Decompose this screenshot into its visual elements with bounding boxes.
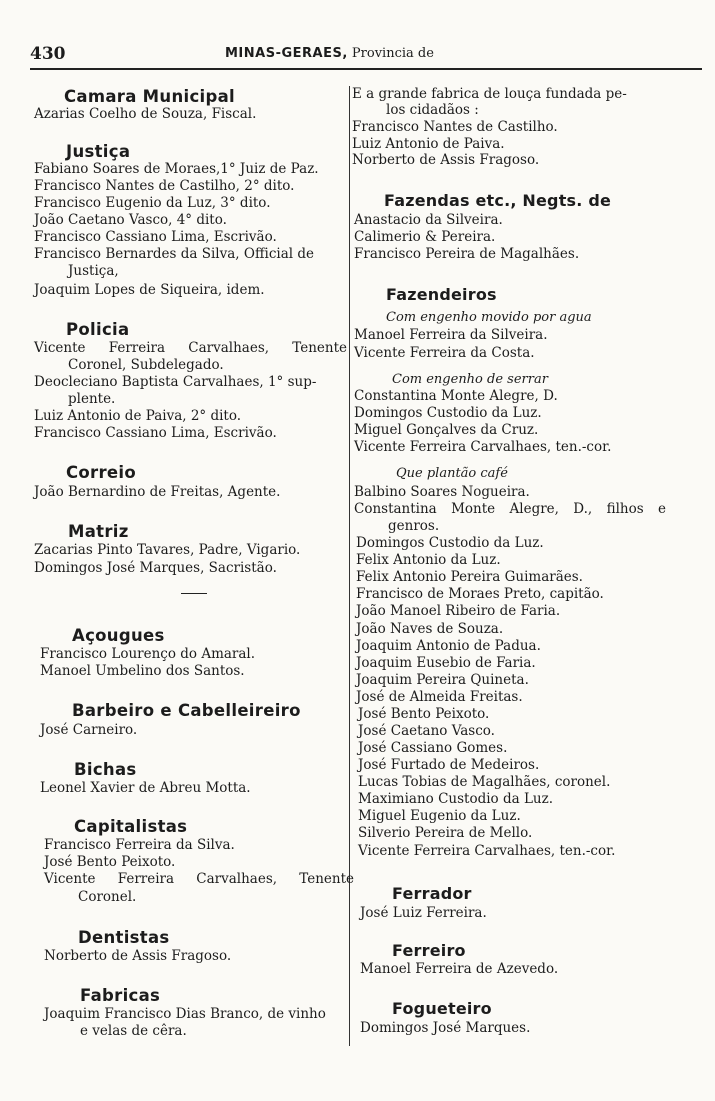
- entry-line: Balbino Soares Nogueira.: [354, 484, 530, 500]
- section-heading: Barbeiro e Cabelleireiro: [72, 701, 301, 720]
- entry-line: José Luiz Ferreira.: [360, 905, 487, 921]
- section-heading: Ferrador: [392, 884, 472, 903]
- entry-line: Joaquim Antonio de Padua.: [356, 638, 541, 654]
- entry-line: José Furtado de Medeiros.: [358, 757, 540, 773]
- section-heading: Bichas: [74, 760, 137, 779]
- entry-line: plente.: [68, 391, 116, 407]
- entry-line: Joaquim Francisco Dias Branco, de vinho: [44, 1006, 326, 1022]
- entry-line: Joaquim Pereira Quineta.: [356, 672, 529, 688]
- entry-line: Justiça,: [68, 263, 119, 279]
- entry-line: José Caetano Vasco.: [358, 723, 495, 739]
- entry-line: Vicente Ferreira da Costa.: [354, 345, 535, 361]
- section-heading: Matriz: [68, 522, 129, 541]
- running-header-subtitle: Provincia de: [351, 46, 434, 61]
- entry-line: Francisco Lourenço do Amaral.: [40, 646, 256, 662]
- entry-line: Francisco Eugenio da Luz, 3° dito.: [34, 195, 271, 211]
- entry-line: Francisco Nantes de Castilho, 2° dito.: [34, 178, 295, 194]
- section-heading: Capitalistas: [74, 817, 188, 836]
- entry-line: Francisco Nantes de Castilho.: [352, 119, 558, 135]
- entry-line: Deocleciano Baptista Carvalhaes, 1° sup-: [34, 374, 317, 390]
- entry-line: Francisco Ferreira da Silva.: [44, 837, 235, 853]
- entry-line: João Manoel Ribeiro de Faria.: [356, 603, 561, 619]
- entry-line: João Naves de Souza.: [356, 621, 504, 637]
- entry-line: Silverio Pereira de Mello.: [358, 825, 533, 841]
- entry-line: Zacarias Pinto Tavares, Padre, Vigario.: [34, 542, 301, 558]
- entry-line: Domingos Custodio da Luz.: [354, 405, 542, 421]
- entry-line: Felix Antonio da Luz.: [356, 552, 501, 568]
- entry-line: Fabiano Soares de Moraes,1° Juiz de Paz.: [34, 161, 319, 177]
- entry-line: Maximiano Custodio da Luz.: [358, 791, 554, 807]
- entry-line: Vicente Ferreira Carvalhaes, Tenente: [34, 340, 347, 356]
- entry-line: Constantina Monte Alegre, D., filhos e: [354, 501, 666, 517]
- subsection-heading: Que plantão café: [396, 466, 508, 481]
- section-heading: Dentistas: [78, 928, 170, 947]
- entry-line: José Carneiro.: [40, 722, 138, 738]
- entry-line: Vicente Ferreira Carvalhaes, ten.-cor.: [358, 843, 616, 859]
- entry-line: Francisco Cassiano Lima, Escrivão.: [34, 425, 277, 441]
- entry-line: Miguel Gonçalves da Cruz.: [354, 422, 539, 438]
- column-divider: [349, 86, 350, 1046]
- entry-line: Vicente Ferreira Carvalhaes, ten.-cor.: [354, 439, 612, 455]
- running-header: [225, 46, 434, 61]
- entry-line: los cidadãos :: [386, 102, 479, 118]
- entry-line: Joaquim Lopes de Siqueira, idem.: [34, 282, 265, 298]
- entry-line: Felix Antonio Pereira Guimarães.: [356, 569, 583, 585]
- entry-line: Calimerio & Pereira.: [354, 229, 496, 245]
- section-heading: Ferreiro: [392, 941, 466, 960]
- entry-line: Manoel Ferreira de Azevedo.: [360, 961, 559, 977]
- entry-line: Domingos José Marques.: [360, 1020, 531, 1036]
- entry-line: José Bento Peixoto.: [44, 854, 176, 870]
- section-heading: Justiça: [66, 142, 131, 161]
- entry-line: Francisco Bernardes da Silva, Official de: [34, 246, 315, 262]
- subsection-heading: Com engenho movido por agua: [386, 310, 592, 325]
- section-heading: Correio: [66, 463, 137, 482]
- entry-line: João Bernardino de Freitas, Agente.: [34, 484, 281, 500]
- entry-line: Francisco de Moraes Preto, capitão.: [356, 586, 604, 602]
- subsection-heading: Com engenho de serrar: [392, 372, 548, 387]
- header-rule: [30, 68, 702, 70]
- entry-line: Azarias Coelho de Souza, Fiscal.: [34, 106, 257, 122]
- entry-line: João Caetano Vasco, 4° dito.: [34, 212, 227, 228]
- entry-line: Lucas Tobias de Magalhães, coronel.: [358, 774, 611, 790]
- entry-line: genros.: [388, 518, 440, 534]
- entry-line: Manoel Umbelino dos Santos.: [40, 663, 245, 679]
- section-heading: Fazendas etc., Negts. de: [384, 191, 612, 210]
- section-heading: Fogueteiro: [392, 999, 492, 1018]
- entry-line: Coronel.: [78, 889, 137, 905]
- entry-line: Leonel Xavier de Abreu Motta.: [40, 780, 251, 796]
- entry-line: Francisco Cassiano Lima, Escrivão.: [34, 229, 277, 245]
- entry-line: Norberto de Assis Fragoso.: [44, 948, 232, 964]
- section-heading: Fazendeiros: [386, 285, 497, 304]
- entry-line: Luiz Antonio de Paiva.: [352, 136, 505, 152]
- entry-line: José de Almeida Freitas.: [356, 689, 523, 705]
- section-heading: Fabricas: [80, 986, 161, 1005]
- section-heading: Policia: [66, 320, 130, 339]
- entry-line: Domingos Custodio da Luz.: [356, 535, 544, 551]
- section-heading: Camara Municipal: [64, 87, 235, 106]
- entry-line: Anastacio da Silveira.: [354, 212, 503, 228]
- entry-line: Joaquim Eusebio de Faria.: [356, 655, 536, 671]
- entry-line: Miguel Eugenio da Luz.: [358, 808, 521, 824]
- section-separator: [181, 593, 207, 594]
- running-header-title: MINAS-GERAES,: [225, 46, 348, 61]
- entry-line: Domingos José Marques, Sacristão.: [34, 560, 277, 576]
- entry-line: Luiz Antonio de Paiva, 2° dito.: [34, 408, 242, 424]
- entry-line: e velas de cêra.: [80, 1023, 187, 1039]
- entry-line: Norberto de Assis Fragoso.: [352, 152, 540, 168]
- entry-line: José Bento Peixoto.: [358, 706, 490, 722]
- entry-line: Coronel, Subdelegado.: [68, 357, 224, 373]
- section-heading: Açougues: [72, 626, 165, 645]
- entry-line: Francisco Pereira de Magalhães.: [354, 246, 580, 262]
- entry-line: E a grande fabrica de louça fundada pe-: [352, 86, 627, 102]
- entry-line: José Cassiano Gomes.: [358, 740, 508, 756]
- entry-line: Constantina Monte Alegre, D.: [354, 388, 558, 404]
- entry-line: Vicente Ferreira Carvalhaes, Tenente: [44, 871, 354, 887]
- entry-line: Manoel Ferreira da Silveira.: [354, 327, 548, 343]
- page-number: 430: [30, 44, 66, 64]
